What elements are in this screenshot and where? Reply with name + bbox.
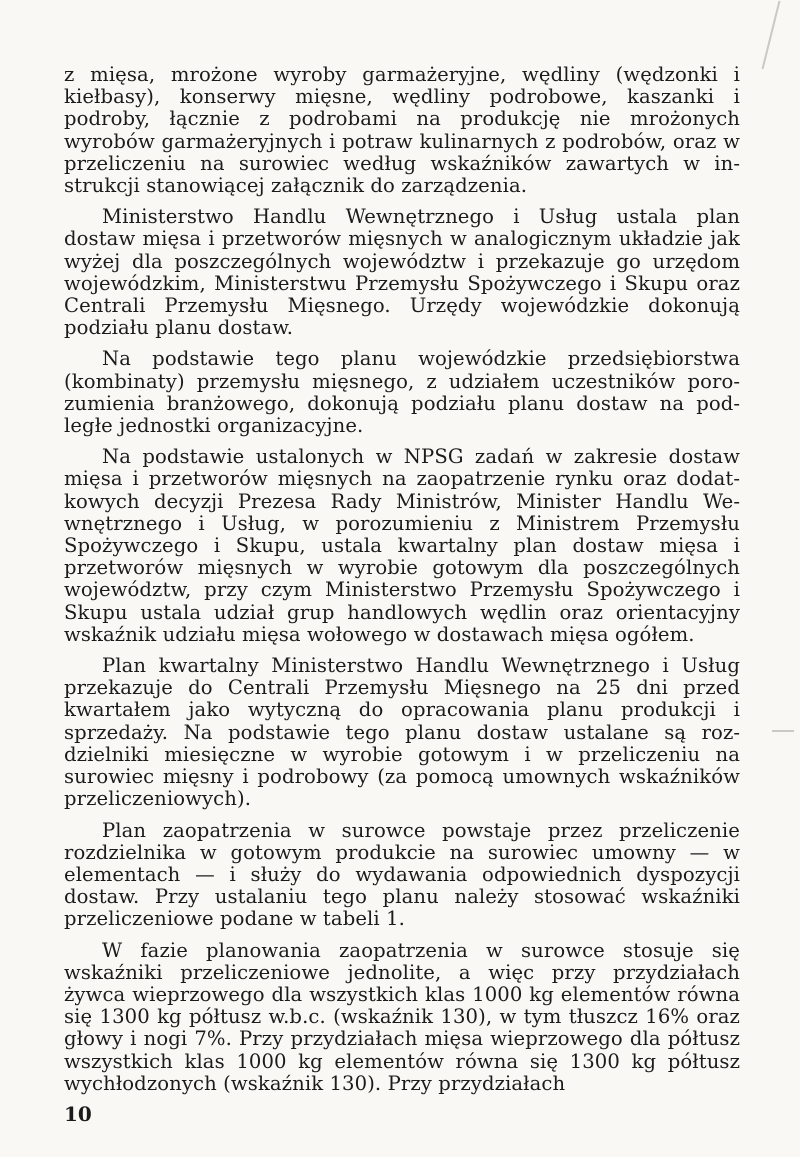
paragraph: Ministerstwo Handlu Wewnętrznego i Usług ustala plan dostaw mięsa i przetworów mięsnych w analogicznym układzie jak wyżej dla poszczególnych województw i przekazuje go urzędom wojewódzkim, Ministerstwu Przemysłu Spożywczego i Skupu oraz Centrali Przemysłu Mięsnego. Urzędy wojewódzkie dokonują podziału planu dostaw.	[64, 205, 740, 340]
scan-mark	[772, 730, 794, 732]
paragraph: W fazie planowania zaopatrzenia w surowce stosuje się wskaźniki przeliczeniowe jednolite, a więc przy przydziałach żywca wieprzowego dla wszystkich klas 1000 kg elementów równa się 1300 kg półtusz w.b.c. (wskaźnik 130), w tym tłuszcz 16% oraz głowy i nogi 7%. Przy przydziałach mięsa wieprzowego dla półtusz wszystkich klas 1000 kg elementów równa się 1300 kg półtusz wychłodzonych (wskaźnik 130). Przy przydziałach	[64, 938, 740, 1095]
body-text	[64, 64, 740, 1104]
paragraph: Na podstawie ustalonych w NPSG zadań w zakresie dostaw mięsa i przetworów mięsnych na zaopatrzenie rynku oraz dodatkowych decyzji Prezesa Rady Ministrów, Minister Handlu Wewnętrznego i Usług, w porozumieniu z Ministrem Przemysłu Spożywczego i Skupu, ustala kwartalny plan dostaw mięsa i przetworów mięsnych w wyrobie gotowym dla poszczególnych województw, przy czym Ministerstwo Przemysłu Spożywczego i Skupu ustala udział grup handlowych wędlin oraz orientacyjny wskaźnik udziału mięsa wołowego w dostawach mięsa ogółem.	[64, 445, 740, 646]
scan-mark	[762, 1, 781, 69]
paragraph: Plan kwartalny Ministerstwo Handlu Wewnętrznego i Usług przekazuje do Centrali Przemysłu Mięsnego na 25 dni przed kwartałem jako wytyczną do opracowania planu produkcji i sprzedaży. Na podstawie tego planu dostaw ustalane są rozdzielniki miesięczne w wyrobie gotowym i w przeliczeniu na surowiec mięsny i podrobowy (za pomocą umownych wskaźników przeliczeniowych).	[64, 654, 740, 811]
paragraph: z mięsa, mrożone wyroby garmażeryjne, wędliny (wędzonki i kiełbasy), konserwy mięsne, wędliny podrobowe, kaszanki i podroby, łącznie z podrobami na produkcję nie mrożonych wyrobów garmażeryjnych i potraw kulinarnych z podrobów, oraz w przeliczeniu na surowiec według wskaźników zawartych w instrukcji stanowiącej załącznik do zarządzenia.	[64, 63, 740, 198]
page-number: 10	[64, 1102, 92, 1126]
paragraph: Na podstawie tego planu wojewódzkie przedsiębiorstwa (kombinaty) przemysłu mięsnego, z udziałem uczestników porozumienia branżowego, dokonują podziału planu dostaw na podległe jednostki organizacyjne.	[64, 347, 740, 438]
paragraph: Plan zaopatrzenia w surowce powstaje przez przeliczenie rozdzielnika w gotowym produkcie na surowiec umowny — w elementach — i służy do wydawania odpowiednich dyspozycji dostaw. Przy ustalaniu tego planu należy stosować wskaźniki przeliczeniowe podane w tabeli 1.	[64, 818, 740, 931]
